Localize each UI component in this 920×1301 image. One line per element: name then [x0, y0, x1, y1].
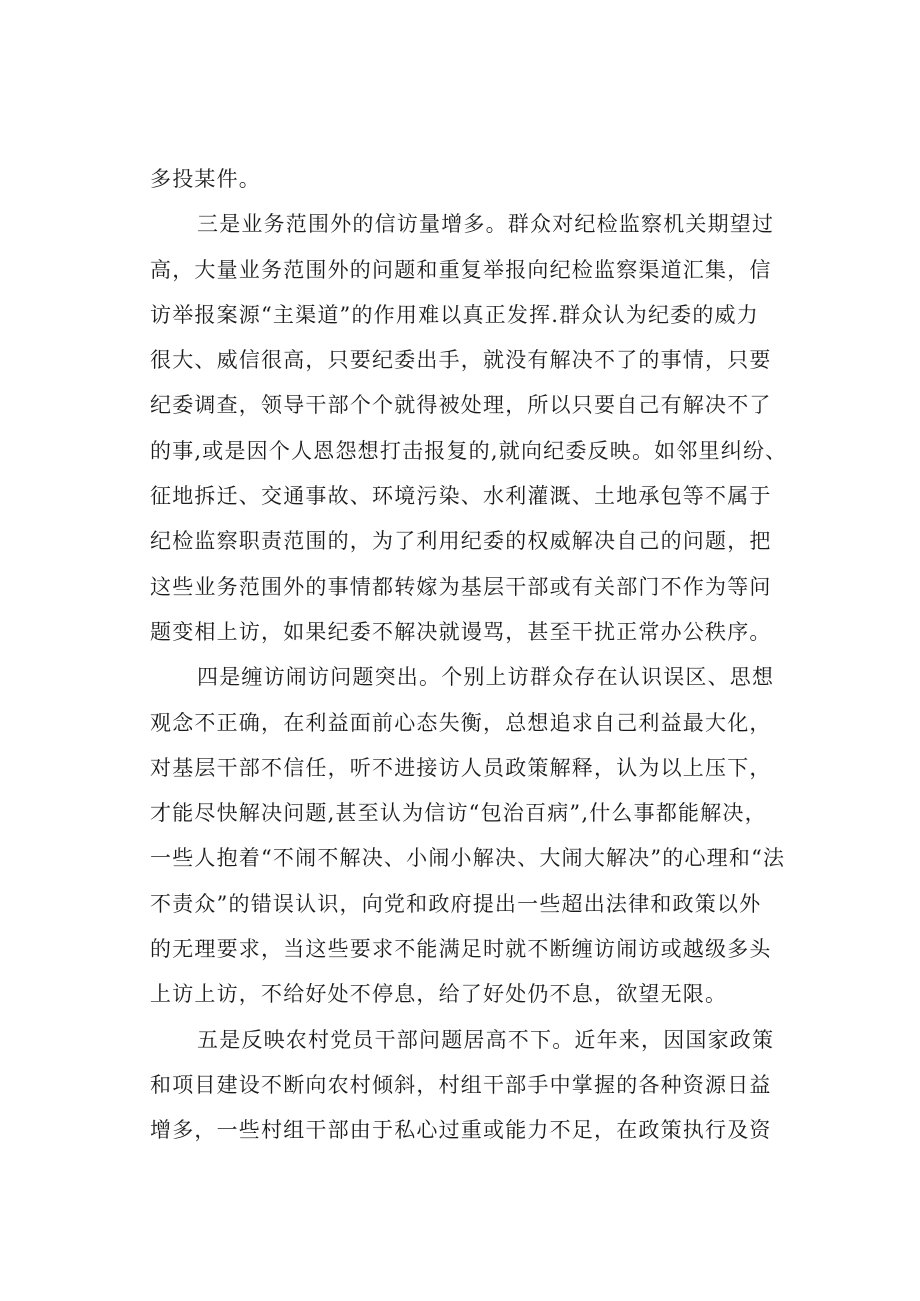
text-line: 的事,或是因个人恩怨想打击报复的,就向纪委反映。如邻里纠纷、: [150, 438, 788, 463]
text-line: 一些人抱着“不闹不解决、小闹小解决、大闹大解决”的心理和“法: [150, 846, 786, 871]
text-line: 高，大量业务范围外的问题和重复举报向纪检监察渠道汇集，信: [150, 257, 772, 282]
text-line: 多投某件。: [150, 167, 261, 191]
text-line: 观念不正确，在利益面前心态失衡，总想追求自己利益最大化，: [150, 710, 772, 735]
text-line: 才能尽快解决问题,甚至认为信访“包治百病”,什么事都能解决，: [150, 801, 767, 826]
text-line: 纪委调查，领导干部个个就得被处理，所以只要自己有解决不了: [150, 393, 772, 418]
text-line: 上访上访，不给好处不停息，给了好处仍不息，欲望无限。: [150, 982, 728, 1007]
text-line: 很大、威信很高，只要纪委出手，就没有解决不了的事情，只要: [150, 348, 772, 373]
paragraph-first-line: 三是业务范围外的信访量增多。群众对纪检监察机关期望过: [197, 212, 775, 237]
text-line: 题变相上访，如果纪委不解决就谩骂，甚至干扰正常办公秩序。: [150, 619, 772, 644]
text-line: 的无理要求，当这些要求不能满足时就不断缠访闹访或越级多头: [150, 937, 772, 962]
text-line: 征地拆迁、交通事故、环境污染、水利灌溉、土地承包等不属于: [150, 484, 772, 509]
text-line: 纪检监察职责范围的，为了利用纪委的权威解决自己的问题，把: [150, 529, 772, 554]
document-body: [150, 157, 790, 1154]
paragraph-first-line: 五是反映农村党员干部问题居高不下。近年来，因国家政策: [197, 1027, 775, 1052]
text-line: 这些业务范围外的事情都转嫁为基层干部或有关部门不作为等问: [150, 574, 772, 599]
paragraph-first-line: 四是缠访闹访问题突出。个别上访群众存在认识误区、思想: [197, 665, 775, 690]
text-line: 对基层干部不信任，听不进接访人员政策解释，认为以上压下，: [150, 755, 772, 780]
text-line: 和项目建设不断向农村倾斜，村组干部手中掌握的各种资源日益: [150, 1072, 772, 1097]
text-line: 不责众”的错误认识，向党和政府提出一些超出法律和政策以外: [150, 891, 762, 916]
text-line: 增多，一些村组干部由于私心过重或能力不足，在政策执行及资: [150, 1118, 772, 1143]
text-line: 访举报案源“主渠道”的作用难以真正发挥.群众认为纪委的威力: [150, 302, 759, 327]
